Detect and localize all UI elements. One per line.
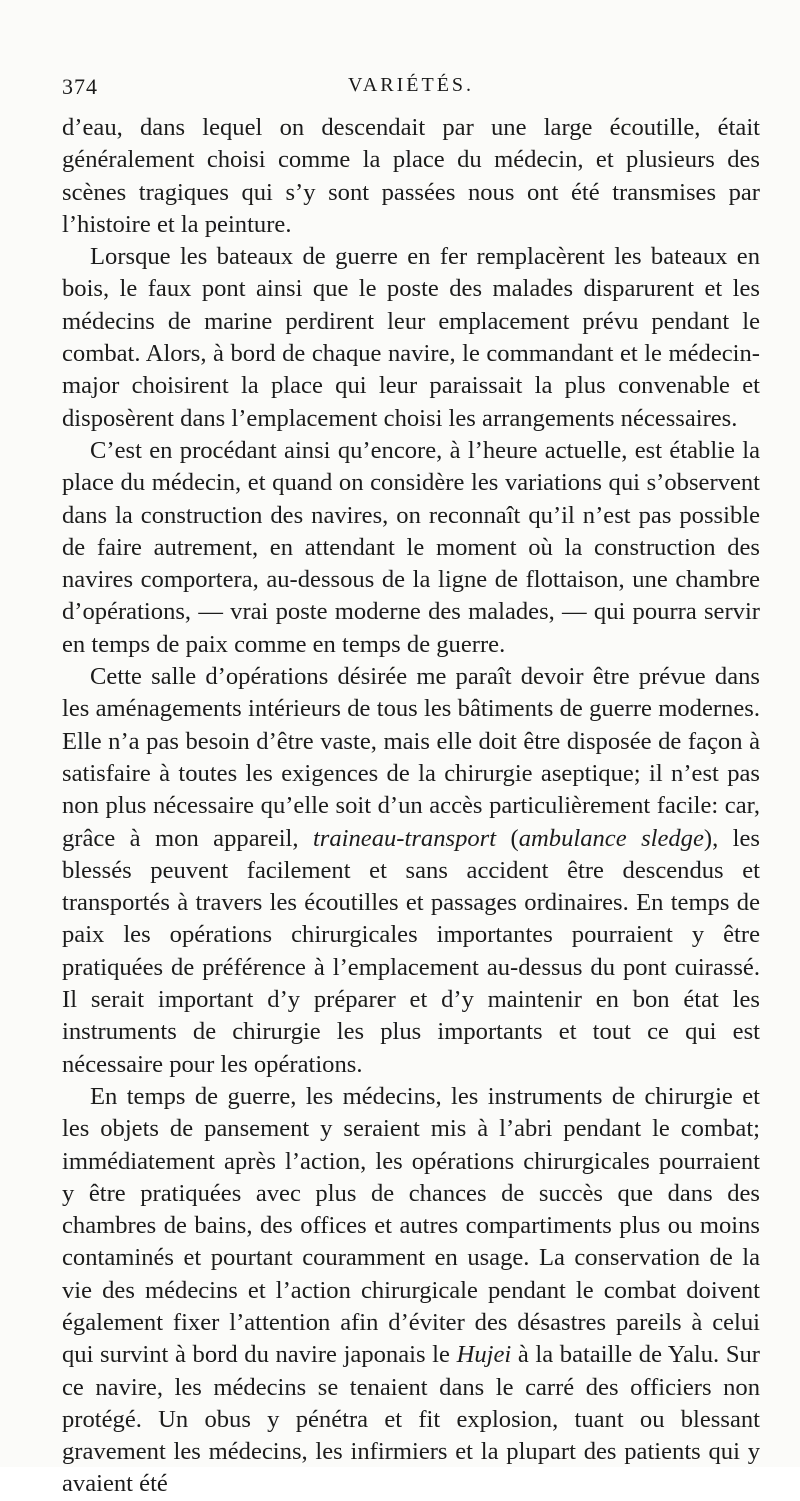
running-title: VARIÉTÉS. [347,74,475,96]
page-number: 374 [62,74,98,99]
italic-term-ambulance-sledge: ambulance sledge [518,824,704,852]
paragraph-continuation: d’eau, dans lequel on descendait par une large écoutille, était généralement choisi comme la place du médecin, et plusieurs des scènes tragiques qui s’y sont passées nous ont été transmises par l’histoire et la peinture. [62,114,760,238]
paragraph-wartime [62,1081,760,1501]
text-segment: ), les blessés peuvent facilement et sans accident être descendus et transportés à travers les écoutilles et passages ordinaires. En temps de paix les opérations chirurgicales importantes pourraient y être pratiquées de préférence à l’emplacement au-dessus du pont cuirassé. Il serait important d’y préparer et d’y maintenir en bon état les instruments de chirurgie les plus importants et tout ce qui est nécessaire pour les opérations. [62,824,761,1078]
page-header [62,74,760,104]
paragraph-iron-ships: Lorsque les bateaux de guerre en fer remplacèrent les bateaux en bois, le faux pont ainsi que le poste des malades disparurent et les médecins de marine perdirent leur emplacement prévu pendant le combat. Alors, à bord de chaque navire, le commandant et le médecin-major choisirent la place qui leur paraissait la plus convenable et disposèrent dans l’emplacement choisi les arrangements nécessaires. [62,243,760,432]
text-segment: En temps de guerre, les médecins, les instruments de chirurgie et les objets de pansement y seraient mis à l’abri pendant le combat; immédiatement après l’action, les opérations chirurgicales pourraient y être pratiquées avec plus de chances de succès que dans des chambres de bains, des offices et autres compartiments plus ou moins contaminés et pourtant couramment en usage. La conservation de la vie des médecins et l’action chirurgicale pendant le combat doivent également fixer l’attention afin d’éviter des désastres pareils à celui qui survint à bord du navire japonais le [62,1082,760,1369]
body-text [62,112,760,1501]
text-segment: Cette salle d’opérations désirée me paraît devoir être prévue dans les aménagements intérieurs de tous les bâtiments de guerre modernes. Elle n’a pas besoin d’être vaste, mais elle doit être disposée de façon à satisfaire à toutes les exigences de la chirurgie aseptique; il n’est pas non plus nécessaire qu’elle soit d’un accès particulièrement facile: car, grâce à mon appareil, [62,663,760,852]
paragraph-doctor-place: C’est en procédant ainsi qu’encore, à l’heure actuelle, est établie la place du médecin, et quand on considère les variations qui s’observent dans la construction des navires, on reconnaît qu’il n’est pas possible de faire autrement, en attendant le moment où la construction des navires comportera, au-dessous de la ligne de flottaison, une chambre d’opérations, — vrai poste moderne des malades, — qui pourra servir en temps de paix comme en temps de guerre. [62,436,760,658]
text-segment: ( [496,824,519,852]
italic-ship-name: Hujei [456,1341,512,1369]
italic-term-traineau: traineau-transport [312,824,497,852]
text-segment: à la bataille de Yalu. Sur ce navire, les médecins se tenaient dans le carré des officiers non protégé. Un obus y pénétra et fit explosion, tuant ou blessant gravement les médecins, les infirmiers et la plupart des patients qui y avaient été [62,1341,760,1498]
paragraph-operating-room [62,661,760,1081]
